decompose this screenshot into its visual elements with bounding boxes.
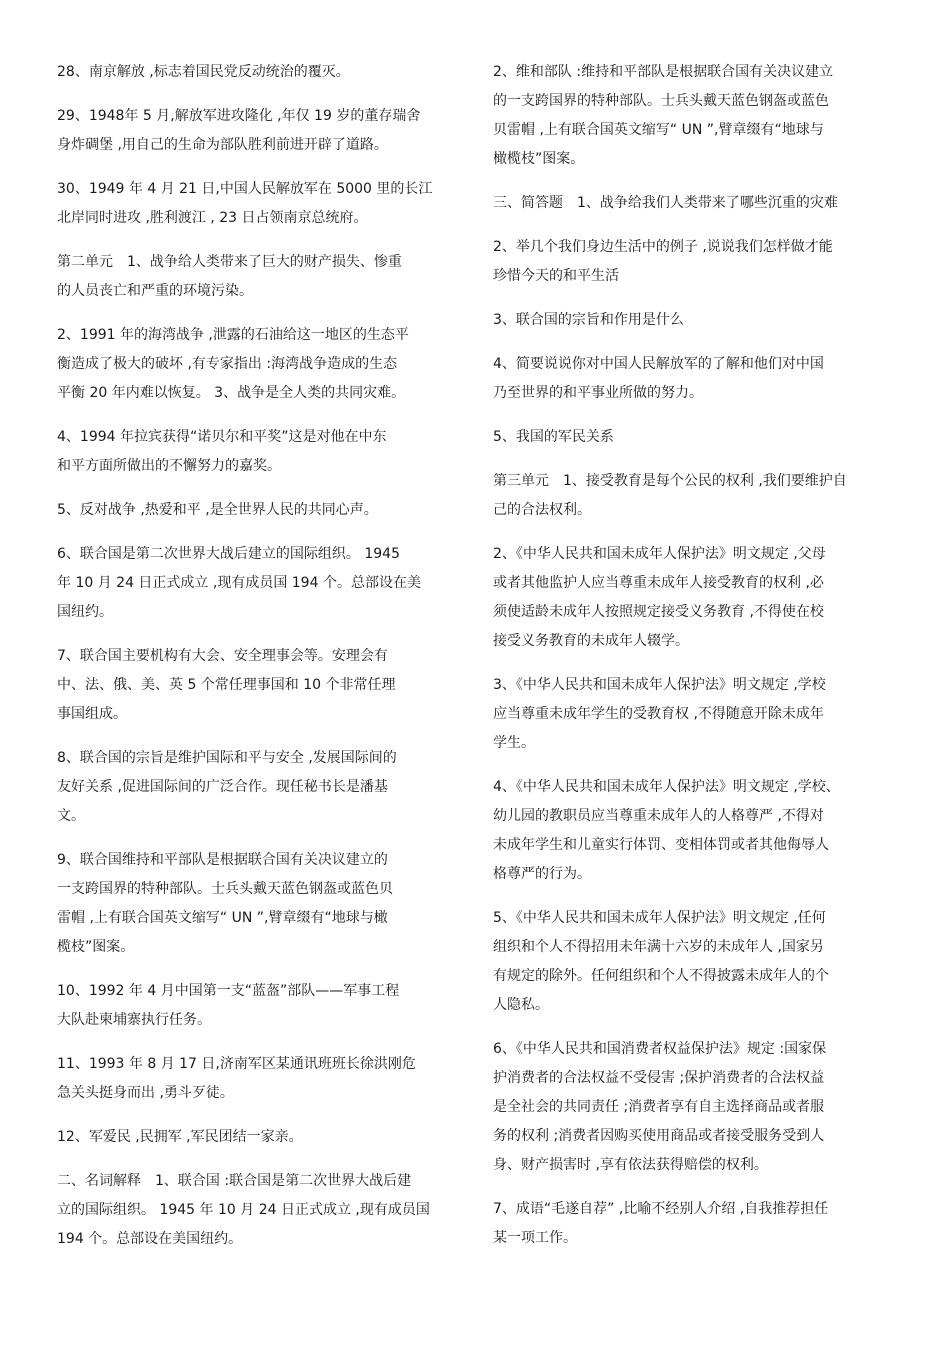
text-line: 衡造成了极大的破坏 ,有专家指出 :海湾战争造成的生态: [57, 356, 398, 372]
text-line: 4、1994 年拉宾获得“诺贝尔和平奖”这是对他在中东: [57, 429, 387, 445]
text-line: 有规定的除外。任何组织和个人不得披露未成年人的个: [493, 968, 829, 984]
text-line: 三、简答题 1、战争给我们人类带来了哪些沉重的灾难: [493, 195, 838, 211]
text-line: 乃至世界的和平事业所做的努力。: [493, 385, 703, 401]
text-line: 身、财产损害时 ,享有依法获得赔偿的权利。: [493, 1157, 768, 1173]
text-line: 橄榄枝”图案。: [493, 151, 585, 167]
right-paragraph-1: [493, 58, 895, 174]
text-line: 9、联合国维持和平部队是根据联合国有关决议建立的: [57, 852, 388, 868]
left-paragraph-6: [57, 423, 459, 481]
text-line: 护消费者的合法权益不受侵害 ;保护消费者的合法权益: [493, 1070, 825, 1086]
text-line: 友好关系 ,促进国际间的广泛合作。现任秘书长是潘基: [57, 779, 388, 795]
text-line: 须使适龄未成年人按照规定接受义务教育 ,不得使在校: [493, 604, 824, 620]
left-paragraph-13: [57, 1050, 459, 1108]
left-paragraph-15: [57, 1167, 459, 1254]
text-line: 30、1949 年 4 月 21 日,中国人民解放军在 5000 里的长江: [57, 181, 433, 197]
text-line: 7、成语“毛遂自荐” ,比喻不经别人介绍 ,自我推荐担任: [493, 1201, 829, 1217]
text-line: 格尊严的行为。: [493, 866, 591, 882]
text-line: 国纽约。: [57, 604, 113, 620]
text-line: 组织和个人不得招用未年满十六岁的未成年人 ,国家另: [493, 939, 824, 955]
right-paragraph-6: [493, 423, 895, 452]
text-line: 的一支跨国界的特种部队。士兵头戴天蓝色钢盔或蓝色: [493, 93, 829, 109]
text-line: 一支跨国界的特种部队。士兵头戴天蓝色钢盔或蓝色贝: [57, 881, 393, 897]
text-line: 大队赴柬埔寨执行任务。: [57, 1012, 211, 1028]
text-line: 北岸同时进攻 ,胜利渡江 , 23 日占领南京总统府。: [57, 210, 368, 226]
left-paragraph-7: [57, 496, 459, 525]
text-line: 雷帽 ,上有联合国英文缩写“ UN ”,臂章缀有“地球与橄: [57, 910, 388, 926]
text-line: 应当尊重未成年学生的受教育权 ,不得随意开除未成年: [493, 706, 824, 722]
left-paragraph-14: [57, 1123, 459, 1152]
text-line: 或者其他监护人应当尊重未成年人接受教育的权利 ,必: [493, 575, 824, 591]
text-line: 194 个。总部设在美国纽约。: [57, 1231, 243, 1247]
left-column: [57, 58, 459, 1269]
left-paragraph-3: [57, 175, 459, 233]
right-paragraph-7: [493, 467, 895, 525]
right-column: [493, 58, 895, 1268]
text-line: 10、1992 年 4 月中国第一支“蓝盔”部队——军事工程: [57, 983, 400, 999]
text-line: 的人员丧亡和严重的环境污染。: [57, 283, 253, 299]
text-line: 3、联合国的宗旨和作用是什么: [493, 312, 684, 328]
text-line: 第二单元 1、战争给人类带来了巨大的财产损失、惨重: [57, 254, 402, 270]
right-paragraph-11: [493, 904, 895, 1020]
text-line: 4、《中华人民共和国未成年人保护法》明文规定 ,学校、: [493, 779, 840, 795]
left-paragraph-2: [57, 102, 459, 160]
text-line: 己的合法权利。: [493, 502, 591, 518]
text-line: 12、军爱民 ,民拥军 ,军民团结一家亲。: [57, 1129, 303, 1145]
text-line: 年 10 月 24 日正式成立 ,现有成员国 194 个。总部设在美: [57, 575, 421, 591]
text-line: 某一项工作。: [493, 1230, 577, 1246]
right-paragraph-9: [493, 671, 895, 758]
text-line: 务的权利 ;消费者因购买使用商品或者接受服务受到人: [493, 1128, 825, 1144]
left-paragraph-5: [57, 321, 459, 408]
text-line: 贝雷帽 ,上有联合国英文缩写“ UN ”,臂章缀有“地球与: [493, 122, 824, 138]
left-paragraph-11: [57, 846, 459, 962]
text-line: 2、1991 年的海湾战争 ,泄露的石油给这一地区的生态平: [57, 327, 409, 343]
text-line: 身炸碉堡 ,用自己的生命为部队胜利前进开辟了道路。: [57, 137, 388, 153]
right-paragraph-8: [493, 540, 895, 656]
text-line: 29、1948年 5 月,解放军进攻隆化 ,年仅 19 岁的董存瑞舍: [57, 108, 421, 124]
text-line: 6、《中华人民共和国消费者权益保护法》规定 :国家保: [493, 1041, 827, 1057]
text-line: 2、《中华人民共和国未成年人保护法》明文规定 ,父母: [493, 546, 826, 562]
text-line: 人隐私。: [493, 997, 549, 1013]
text-line: 和平方面所做出的不懈努力的嘉奖。: [57, 458, 281, 474]
right-paragraph-5: [493, 350, 895, 408]
left-paragraph-12: [57, 977, 459, 1035]
text-line: 未成年学生和儿童实行体罚、变相体罚或者其他侮辱人: [493, 837, 829, 853]
right-paragraph-10: [493, 773, 895, 889]
left-paragraph-4: [57, 248, 459, 306]
text-line: 二、名词解释 1、联合国 :联合国是第二次世界大战后建: [57, 1173, 412, 1189]
text-line: 平衡 20 年内难以恢复。 3、战争是全人类的共同灾难。: [57, 385, 406, 401]
text-line: 28、南京解放 ,标志着国民党反动统治的覆灭。: [57, 64, 350, 80]
text-line: 2、举几个我们身边生活中的例子 ,说说我们怎样做才能: [493, 239, 833, 255]
text-line: 11、1993 年 8 月 17 日,济南军区某通讯班班长徐洪刚危: [57, 1056, 416, 1072]
right-paragraph-3: [493, 233, 895, 291]
text-line: 是全社会的共同责任 ;消费者享有自主选择商品或者服: [493, 1099, 825, 1115]
text-line: 珍惜今天的和平生活: [493, 268, 619, 284]
left-paragraph-10: [57, 744, 459, 831]
text-line: 学生。: [493, 735, 535, 751]
text-line: 8、联合国的宗旨是维护国际和平与安全 ,发展国际间的: [57, 750, 397, 766]
text-line: 榄枝”图案。: [57, 939, 135, 955]
right-paragraph-2: [493, 189, 895, 218]
text-line: 2、维和部队 :维持和平部队是根据联合国有关决议建立: [493, 64, 834, 80]
text-line: 文。: [57, 808, 85, 824]
text-line: 事国组成。: [57, 706, 127, 722]
text-line: 6、联合国是第二次世界大战后建立的国际组织。 1945: [57, 546, 400, 562]
text-line: 接受义务教育的未成年人辍学。: [493, 633, 689, 649]
left-paragraph-9: [57, 642, 459, 729]
text-line: 7、联合国主要机构有大会、安全理事会等。安理会有: [57, 648, 388, 664]
text-line: 3、《中华人民共和国未成年人保护法》明文规定 ,学校: [493, 677, 826, 693]
text-line: 5、《中华人民共和国未成年人保护法》明文规定 ,任何: [493, 910, 826, 926]
right-paragraph-4: [493, 306, 895, 335]
right-paragraph-12: [493, 1035, 895, 1180]
left-paragraph-1: [57, 58, 459, 87]
left-paragraph-8: [57, 540, 459, 627]
right-paragraph-13: [493, 1195, 895, 1253]
text-line: 中、法、俄、美、英 5 个常任理事国和 10 个非常任理: [57, 677, 396, 693]
text-line: 立的国际组织。 1945 年 10 月 24 日正式成立 ,现有成员国: [57, 1202, 430, 1218]
text-line: 第三单元 1、接受教育是每个公民的权利 ,我们要维护自: [493, 473, 847, 489]
text-line: 5、反对战争 ,热爱和平 ,是全世界人民的共同心声。: [57, 502, 378, 518]
text-line: 急关头挺身而出 ,勇斗歹徒。: [57, 1085, 234, 1101]
text-line: 4、简要说说你对中国人民解放军的了解和他们对中国: [493, 356, 824, 372]
text-line: 幼儿园的教职员应当尊重未成年人的人格尊严 ,不得对: [493, 808, 824, 824]
text-line: 5、我国的军民关系: [493, 429, 614, 445]
